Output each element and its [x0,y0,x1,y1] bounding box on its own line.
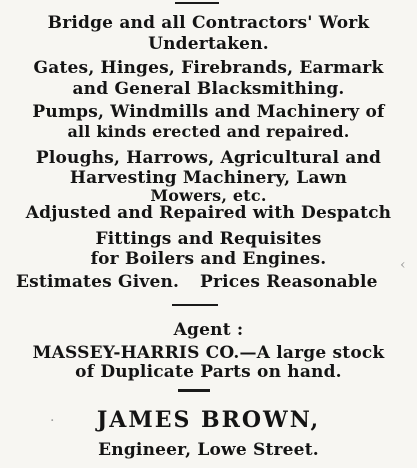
agent-line-1: MASSEY-HARRIS CO.—A large stock [32,343,385,363]
margin-speck: . [50,409,55,425]
agent-heading: Agent : [173,320,244,340]
proprietor-address: Engineer, Lowe Street. [98,440,319,460]
services-line-11: Fittings and Requisites [95,229,322,249]
services-line-8: Harvesting Machinery, Lawn [69,168,348,188]
services-line-5: Pumps, Windmills and Machinery of [32,102,385,122]
proprietor-name: JAMES BROWN, [96,407,321,433]
estimates-text: Estimates Given. [16,272,180,292]
agent-line-2: of Duplicate Parts on hand. [75,362,342,382]
services-line-12: for Boilers and Engines. [90,249,327,269]
services-line-3: Gates, Hinges, Firebrands, Earmark [33,58,384,78]
services-line-10: Adjusted and Repaired with Despatch [25,203,392,223]
prices-text: Prices Reasonable [200,272,378,292]
services-line-1: Bridge and all Contractors' Work [47,13,370,33]
services-line-6: all kinds erected and repaired. [67,122,350,141]
services-line-4: and General Blacksmithing. [72,79,345,99]
middle-rule [172,304,218,306]
top-rule [175,2,219,4]
services-line-9: Mowers, etc. [150,186,267,205]
ornament-rule [178,389,210,392]
margin-speck: ‹ [400,257,406,273]
services-line-2: Undertaken. [148,34,269,54]
services-line-7: Ploughs, Harrows, Agricultural and [35,148,382,168]
